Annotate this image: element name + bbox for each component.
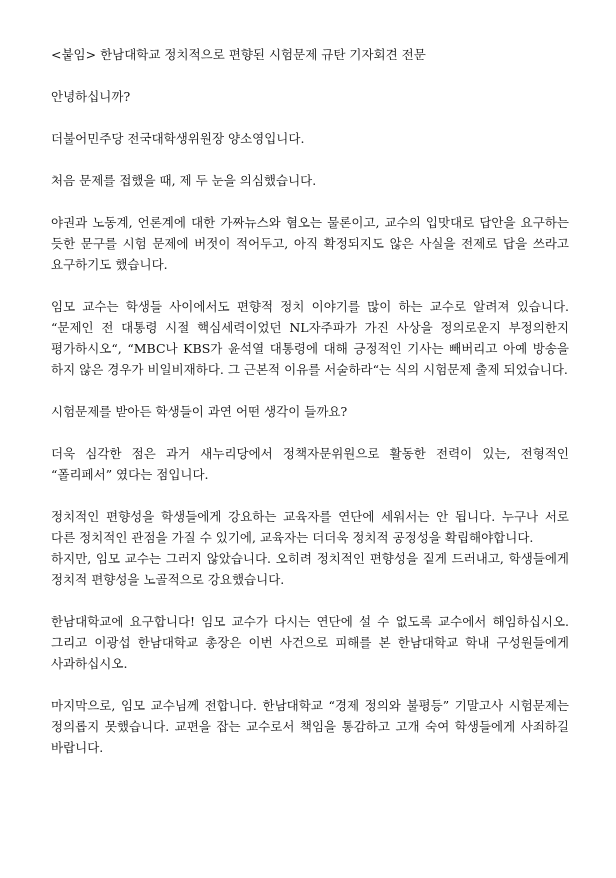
student-question-paragraph: 시험문제를 받아든 학생들이 과연 어떤 생각이 들까요?	[51, 404, 348, 419]
exam-content-paragraph: 야권과 노동계, 언론계에 대한 가짜뉴스와 혐오는 물론이고, 교수의 입맛대로 답안을 요구하는 듯한 문구를 시험 문제에 버젓이 적어두고, 아직 확정되지도 않은 사실을 전제로 답을 쓰라고 요구하기도 했습니다.	[51, 215, 569, 272]
self-introduction-paragraph: 더불어민주당 전국대학생위원장 양소영입니다.	[51, 131, 305, 146]
closing-paragraph: 마지막으로, 임모 교수님께 전합니다. 한남대학교 “경제 정의와 불평등” 기말고사 시험문제는 정의롭지 못했습니다. 교편을 잡는 교수로서 책임을 통감하고 고개 숙여 학생들에게 사죄하길 바랍니다.	[51, 698, 569, 755]
greeting-paragraph: 안녕하십니까?	[51, 89, 131, 104]
document-title: <붙임> 한남대학교 정치적으로 편향된 시험문제 규탄 기자회견 전문	[51, 47, 426, 62]
professor-description-paragraph: 임모 교수는 학생들 사이에서도 편향적 정치 이야기를 많이 하는 교수로 알려져 있습니다. “문제인 전 대통령 시절 핵심세력이었던 NL자주파가 가진 사상을 정의로운지 부정의한지 평가하시오“, “MBC나 KBS가 윤석열 대통령에 대해 긍정적인 기사는 빼버리고 아예 방송을 하지 않은 경우가 비일비재하다. 그 근본적 이유를 서술하라“는 식의 시험문제 출제 되었습니다.	[51, 299, 569, 377]
press-conference-transcript	[51, 44, 569, 779]
professor-bias-paragraph: 하지만, 임모 교수는 그러지 않았습니다. 오히려 정치적인 편향성을 짙게 드러내고, 학생들에게 정치적 편향성을 노골적으로 강요했습니다.	[51, 551, 569, 587]
demand-paragraph: 한남대학교에 요구합니다! 임모 교수가 다시는 연단에 설 수 없도록 교수에서 해임하십시오. 그리고 이광섭 한남대학교 총장은 이번 사건으로 피해를 본 한남대학교 학내 구성원들에게 사과하십시오.	[51, 614, 569, 671]
educator-neutrality-paragraph: 정치적인 편향성을 학생들에게 강요하는 교육자를 연단에 세워서는 안 됩니다. 누구나 서로 다른 정치적인 관점을 가질 수 있기에, 교육자는 더더욱 정치적 공정성을 확립해야합니다.	[51, 509, 569, 545]
polifessor-paragraph: 더욱 심각한 점은 과거 새누리당에서 정책자문위원으로 활동한 전력이 있는, 전형적인 “폴리페서” 였다는 점입니다.	[51, 446, 569, 482]
first-impression-paragraph: 처음 문제를 접했을 때, 제 두 눈을 의심했습니다.	[51, 173, 317, 188]
